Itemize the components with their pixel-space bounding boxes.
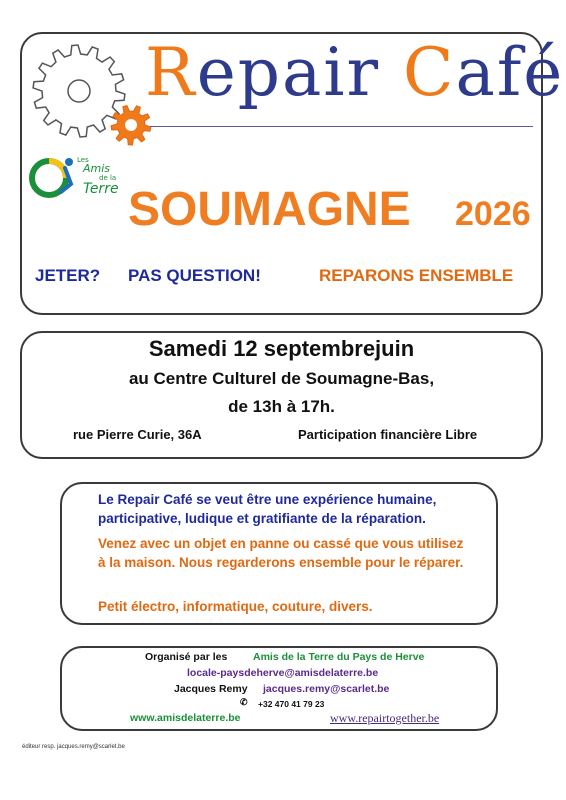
city-title: SOUMAGNE	[128, 183, 411, 236]
title-letter-r: R	[145, 34, 197, 111]
description-categories: Petit électro, informatique, couture, divers.	[98, 599, 373, 614]
year-title: 2026	[455, 195, 531, 233]
event-place: au Centre Culturel de Soumagne-Bas,	[128, 369, 435, 388]
title-letter-c: C	[403, 34, 456, 111]
contact-phone: +32 470 41 79 23	[258, 699, 325, 709]
website-repairtogether[interactable]: www.repairtogether.be	[330, 711, 440, 725]
slogan-reparons: REPARONS ENSEMBLE	[319, 266, 514, 285]
logo-terre: Terre	[83, 181, 119, 197]
organizer-name: Amis de la Terre du Pays de Herve	[253, 651, 425, 663]
logo-de-la: de la	[99, 174, 117, 182]
description-intro: Le Repair Café se veut être une expérience humaine, participative, ludique et gratifiante de la réparation.	[98, 492, 437, 526]
amis-de-la-terre-logo	[29, 152, 129, 202]
organizer-email[interactable]: locale-paysdeherve@amisdelaterre.be	[187, 667, 379, 679]
title-epair: epair	[196, 34, 403, 111]
logo-les: Les	[77, 156, 89, 164]
event-date: Samedi 12 septembrejuin	[148, 336, 415, 361]
slogan-jeter: JETER?	[35, 266, 101, 285]
event-address: rue Pierre Curie, 36A	[73, 427, 202, 442]
title-underline	[150, 126, 533, 127]
earth-logo-icon	[29, 154, 79, 200]
logo-amis: Amis	[83, 162, 111, 175]
gear-icon	[27, 43, 157, 153]
contact-name: Jacques Remy	[174, 683, 248, 695]
title-afe: afé	[455, 34, 565, 111]
organizer-label: Organisé par les	[145, 651, 228, 663]
description-invite: Venez avec un objet en panne ou cassé que vous utilisez à la maison. Nous regarderons ensemble pour le réparer.	[98, 536, 464, 570]
editor-note: éditeur resp. jacques.remy@scarlet.be	[22, 744, 125, 750]
slogan-pas-question: PAS QUESTION!	[128, 266, 261, 285]
event-fee: Participation financière Libre	[298, 427, 478, 442]
phone-icon: ✆	[240, 697, 248, 707]
website-amis[interactable]: www.amisdelaterre.be	[130, 712, 241, 724]
title-repair-cafe	[145, 34, 564, 111]
event-time: de 13h à 17h.	[228, 397, 335, 416]
contact-email[interactable]: jacques.remy@scarlet.be	[263, 683, 390, 695]
